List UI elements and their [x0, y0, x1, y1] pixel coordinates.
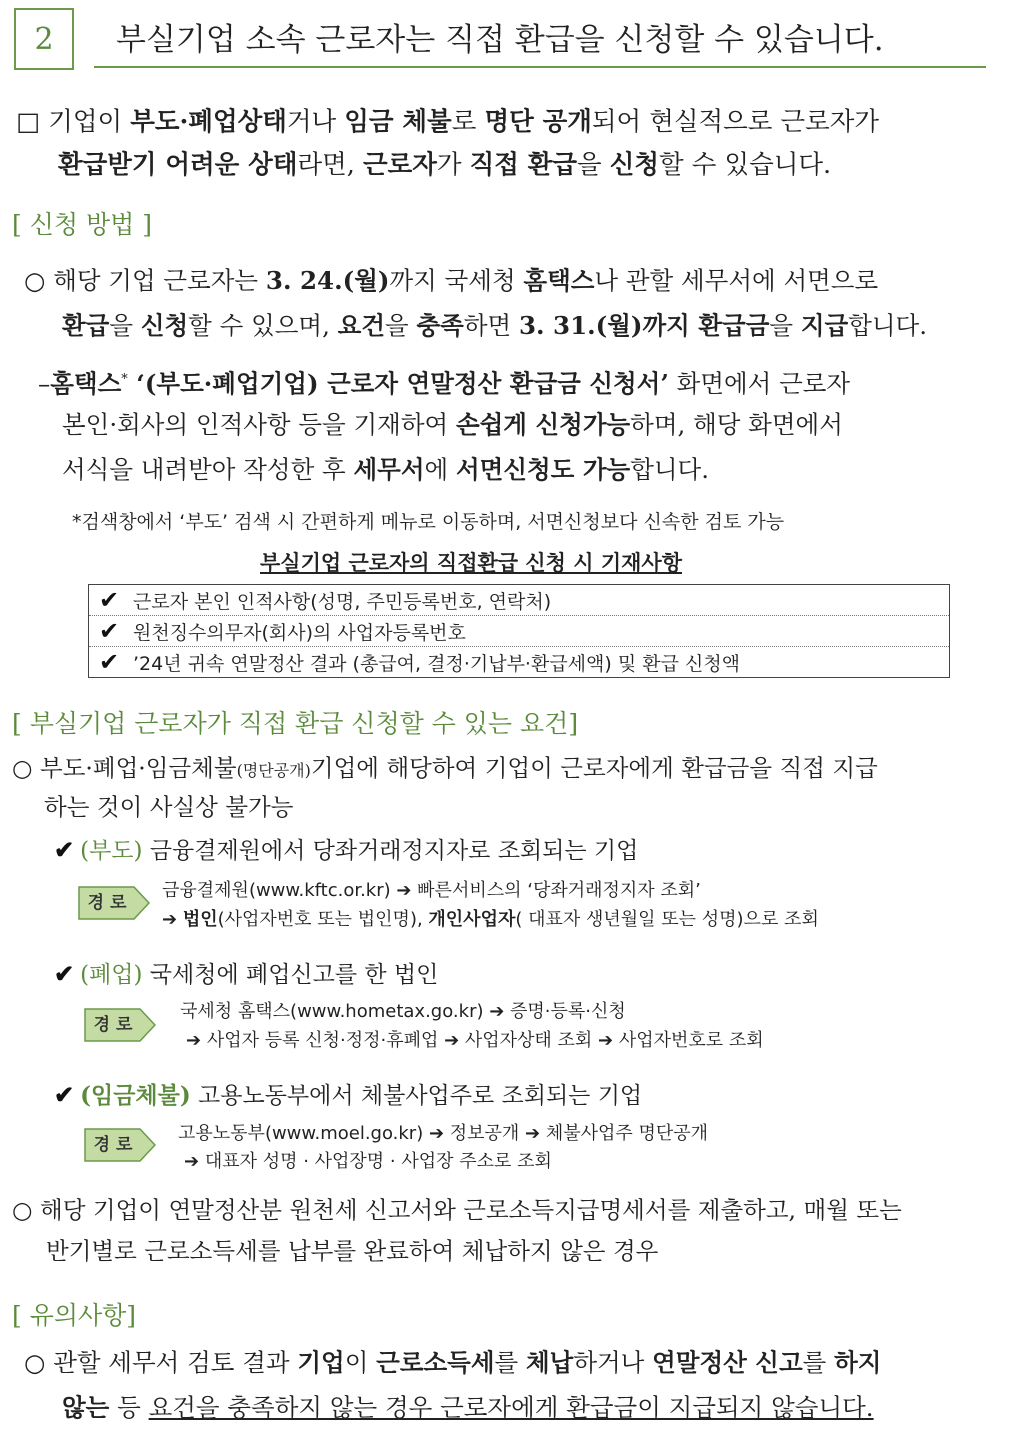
req-tag: (폐업)	[80, 962, 143, 988]
bold-text: 3. 31.(월)까지 환급금	[518, 311, 770, 340]
section-title-notes: [ 유의사항]	[12, 1301, 137, 1330]
bold-text: 홈택스	[523, 266, 595, 295]
text: 을	[109, 311, 141, 340]
apply-bullet-2-line-3	[62, 448, 709, 492]
section-title-apply: [ 신청 방법 ]	[12, 210, 152, 239]
route-path-line-2	[162, 905, 819, 934]
bold-text: 체납	[525, 1348, 574, 1377]
route-label: 경 로	[93, 1135, 133, 1155]
circle-bullet-icon: ○	[12, 1196, 33, 1224]
check-icon: ✔	[99, 648, 120, 676]
text: 나 관할 세무서에 서면으로	[594, 266, 879, 295]
text: 할 수 있으며,	[188, 311, 338, 340]
note-line-2	[62, 1386, 874, 1430]
text: 하며, 해당 화면에서	[630, 410, 843, 439]
check-icon: ✔	[54, 959, 75, 988]
check-icon: ✔	[54, 1080, 75, 1109]
intro-text: 로	[451, 107, 485, 137]
bold-text: 서면신청도 가능	[455, 455, 631, 484]
intro-bold: 환급받기 어려운 상태	[58, 150, 298, 180]
text: 대표자 성명 · 사업장명 · 사업장 주소로 조회	[204, 1151, 552, 1172]
check-icon: ✔	[99, 617, 120, 645]
route-badge	[84, 1128, 156, 1162]
req-desc: 금융결제원에서 당좌거래정지자로 조회되는 기업	[142, 838, 639, 864]
route-label: 경 로	[87, 893, 127, 913]
text: 기업에 해당하여 기업이 근로자에게 환급금을 직접 지급	[310, 754, 878, 782]
route-path-line-1: 국세청 홈택스(www.hometax.go.kr) ➔ 증명·등록·신청	[180, 1001, 626, 1022]
dash-bullet-icon: –	[38, 369, 51, 399]
intro-line-1	[16, 100, 879, 144]
apply-bullet-1-line-2	[62, 304, 927, 348]
circle-bullet-icon: ○	[24, 266, 46, 295]
intro-bold: 명단 공개	[484, 107, 592, 137]
text: 사업자 등록 신청·정정·휴폐업 ➔ 사업자상태 조회 ➔ 사업자번호로 조회	[206, 1030, 764, 1051]
req-bullet-2-line-1	[12, 1188, 902, 1232]
intro-text: 을	[577, 150, 610, 180]
section-title-requirements: [ 부실기업 근로자가 직접 환급 신청할 수 있는 요건]	[12, 709, 579, 738]
section-number: 2	[34, 21, 54, 57]
text: ( 대표자 생년월일 또는 성명)으로 조회	[515, 909, 819, 930]
bold-text: 홈택스	[50, 369, 122, 399]
apply-bullet-1-line-1	[24, 259, 878, 303]
bold-text: 환급	[62, 311, 110, 340]
text: 을	[769, 311, 801, 340]
bold-text: 손쉽게 신청가능	[455, 410, 631, 439]
text: 에	[424, 455, 456, 484]
apply-bullet-2-line-1	[38, 358, 850, 406]
text: 부도·폐업·임금체불	[40, 754, 237, 782]
bold-text: 하지	[834, 1348, 882, 1377]
intro-text: 되어 현실적으로 근로자가	[591, 107, 880, 137]
arrow-icon: ➔	[162, 909, 183, 930]
bold-text: 세무서	[353, 455, 425, 484]
note-line-1	[24, 1341, 881, 1385]
route-badge	[78, 886, 150, 920]
footnote-star: *	[121, 372, 128, 387]
bold-text: 않는	[62, 1393, 110, 1422]
bold-text: 연말정산 신고	[652, 1348, 803, 1377]
bold-text: 신청	[140, 311, 189, 340]
text: 까지 국세청	[389, 266, 524, 295]
text: 서식을 내려받아 작성한 후	[62, 455, 354, 484]
arrow-icon: ➔	[184, 1151, 205, 1172]
text: 등	[109, 1393, 149, 1422]
bold-text: 지급	[800, 311, 849, 340]
arrow-icon: ➔	[186, 1030, 207, 1051]
route-path-line-1: 금융결제원(www.kftc.or.kr) ➔ 빠른서비스의 ‘당좌거래정지자 조회’	[162, 880, 701, 901]
intro-bold: 근로자	[362, 150, 437, 180]
text: 하거나	[573, 1348, 653, 1377]
bold-text: 근로소득세	[376, 1348, 495, 1377]
bold-text: 개인사업자	[428, 909, 516, 930]
small-text: (명단공개)	[236, 761, 311, 780]
route-path-line-2	[186, 1026, 764, 1055]
checkbox-square-icon: □	[16, 107, 41, 137]
intro-bold: 신청	[609, 150, 660, 180]
page-title: 부실기업 소속 근로자는 직접 환급을 신청할 수 있습니다.	[116, 22, 884, 58]
req-tag: (부도)	[80, 838, 143, 864]
footnote: *검색창에서 ‘부도’ 검색 시 간편하게 메뉴로 이동하며, 서면신청보다 신속한 검토 가능	[72, 511, 785, 533]
intro-text: 가	[436, 150, 470, 180]
bold-text: 충족	[416, 311, 464, 340]
circle-bullet-icon: ○	[12, 754, 33, 782]
intro-text: 거나	[286, 107, 345, 137]
checklist-table	[88, 584, 950, 678]
checklist-row	[89, 585, 950, 616]
req-bullet-1-line-2: 하는 것이 사실상 불가능	[44, 793, 294, 821]
intro-text: 기업이	[48, 107, 131, 137]
text: 화면에서 근로자	[668, 369, 851, 399]
req-item-closed	[54, 956, 438, 989]
intro-bold: 직접 환급	[469, 150, 578, 180]
bold-text: ‘(부도·폐업기업) 근로자 연말정산 환급금 신청서’	[127, 369, 669, 399]
text: 를	[802, 1348, 835, 1377]
route-path-line-1: 고용노동부(www.moel.go.kr) ➔ 정보공개 ➔ 체불사업주 명단공개	[178, 1123, 709, 1144]
checklist-item: ’24년 귀속 연말정산 결과 (총급여, 결정·기납부·환급세액) 및 환급 신청액	[133, 653, 741, 675]
bold-text: 기업	[297, 1348, 345, 1377]
route-badge	[84, 1008, 156, 1042]
text: 을	[385, 311, 417, 340]
text: 합니다.	[630, 455, 709, 484]
checklist-row	[89, 647, 950, 678]
checklist-item: 원천징수의무자(회사)의 사업자등록번호	[133, 622, 466, 644]
req-item-bankrupt	[54, 832, 638, 865]
text: (사업자번호 또는 법인명),	[217, 909, 429, 930]
checklist-row	[89, 616, 950, 647]
text: 를	[494, 1348, 526, 1377]
bold-text: 법인	[182, 909, 218, 930]
text: 이	[344, 1348, 377, 1377]
apply-bullet-2-line-2	[62, 403, 843, 447]
circle-bullet-icon: ○	[24, 1348, 46, 1377]
req-desc: 국세청에 폐업신고를 한 법인	[142, 962, 439, 988]
text: 해당 기업이 연말정산분 원천세 신고서와 근로소득지급명세서를 제출하고, 매월 또는	[40, 1196, 902, 1224]
bold-text: 3. 24.(월)	[265, 266, 390, 295]
section-number-box	[14, 8, 74, 70]
text: 하면	[463, 311, 519, 340]
text: 본인·회사의 인적사항 등을 기재하여	[62, 410, 456, 439]
checklist-item: 근로자 본인 인적사항(성명, 주민등록번호, 연락처)	[133, 591, 552, 613]
req-desc: 고용노동부에서 체불사업주로 조회되는 기업	[190, 1083, 643, 1109]
req-tag: (임금체불)	[80, 1082, 191, 1109]
intro-line-2	[58, 143, 831, 187]
req-bullet-2-line-2: 반기별로 근로소득세를 납부를 완료하여 체납하지 않은 경우	[46, 1237, 659, 1265]
underlined-text: 요건을 충족하지 않는 경우 근로자에게 환급금이 지급되지 않습니다.	[148, 1393, 874, 1422]
intro-bold: 부도·폐업상태	[130, 107, 287, 137]
check-icon: ✔	[99, 586, 120, 614]
text: 관할 세무서 검토 결과	[53, 1348, 298, 1377]
route-label: 경 로	[93, 1015, 133, 1035]
intro-text: 라면,	[297, 150, 363, 180]
route-path-line-2	[184, 1147, 552, 1176]
checklist-title: 부실기업 근로자의 직접환급 신청 시 기재사항	[260, 551, 682, 575]
check-icon: ✔	[54, 835, 75, 864]
bold-text: 요건	[337, 311, 385, 340]
intro-bold: 임금 체불	[344, 107, 452, 137]
req-item-wage-arrears	[54, 1077, 642, 1110]
title-underline	[94, 66, 986, 68]
intro-text: 할 수 있습니다.	[659, 150, 832, 180]
text: 해당 기업 근로자는	[53, 266, 266, 295]
text: 합니다.	[848, 311, 927, 340]
